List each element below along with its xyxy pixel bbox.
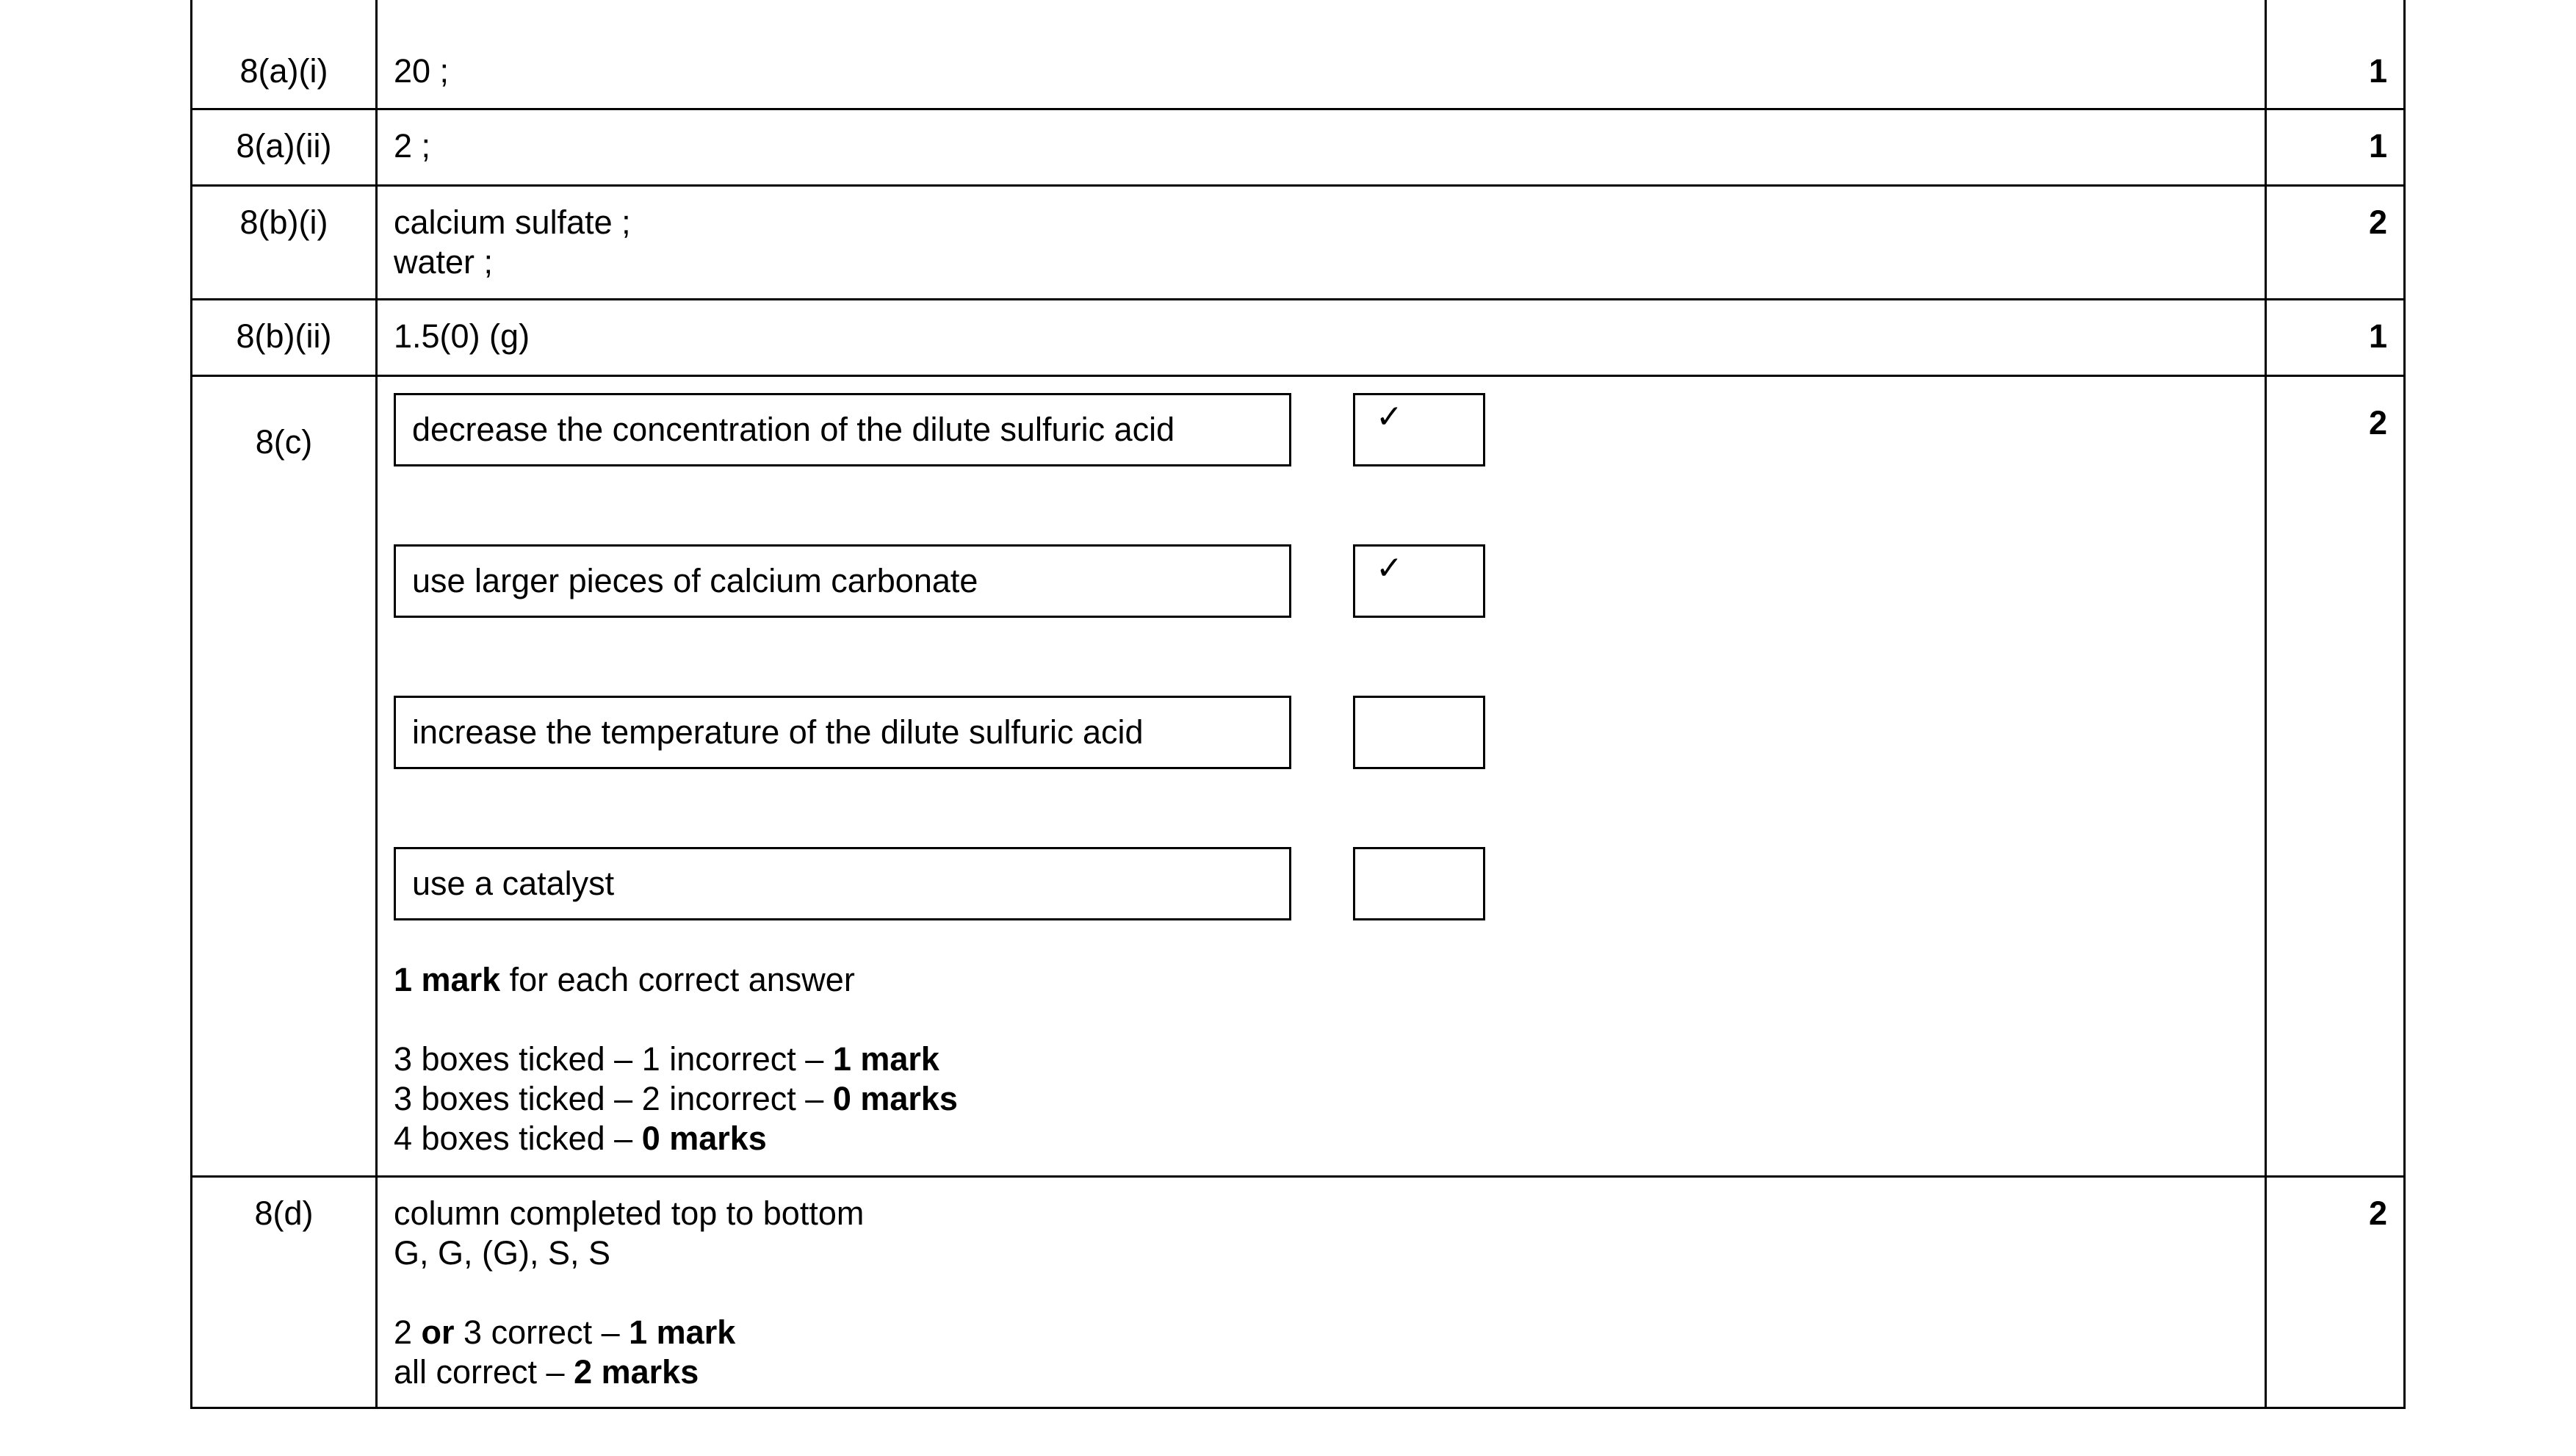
bold-text: 1 mark — [394, 960, 501, 998]
options-list — [394, 392, 2248, 925]
marking-rule — [394, 1352, 2248, 1392]
bold-text: 0 marks — [832, 1079, 958, 1117]
question-number: 8(b)(i) — [192, 185, 377, 299]
answer-cell — [377, 109, 2266, 185]
marks-value: 1 — [2266, 0, 2405, 109]
rule-text: 3 correct – — [454, 1313, 629, 1351]
table-row — [192, 375, 2405, 1176]
option-row — [394, 696, 2248, 774]
marks-value: 2 — [2266, 375, 2405, 1176]
rule-text: all correct – — [394, 1352, 574, 1391]
marks-value: 1 — [2266, 299, 2405, 375]
marking-note — [394, 960, 2248, 1000]
marks-value: 1 — [2266, 109, 2405, 185]
question-number: 8(c) — [192, 375, 377, 1176]
option-row — [394, 847, 2248, 925]
bold-text: 1 mark — [629, 1313, 736, 1351]
rule-text: 4 boxes ticked – — [394, 1119, 642, 1157]
option-label-box: use a catalyst — [394, 847, 1291, 920]
table-row — [192, 185, 2405, 299]
answer-line: column completed top to bottom — [394, 1194, 865, 1232]
answer-line: 2 ; — [394, 126, 431, 165]
rule-text: 3 boxes ticked – 1 incorrect – — [394, 1039, 833, 1078]
answer-cell — [377, 185, 2266, 299]
question-number: 8(a)(ii) — [192, 109, 377, 185]
answer-line: calcium sulfate ; — [394, 203, 631, 241]
marking-rule — [394, 1079, 2248, 1119]
answer-cell — [377, 375, 2266, 1176]
answer-line: 1.5(0) (g) — [394, 317, 530, 355]
note-text: for each correct answer — [500, 960, 855, 998]
answer-line: 20 ; — [394, 52, 450, 90]
tick-box — [1353, 847, 1485, 920]
marking-notes — [394, 960, 2248, 1158]
question-number: 8(d) — [192, 1176, 377, 1408]
tick-box — [1353, 696, 1485, 769]
answer-cell — [377, 299, 2266, 375]
answer-line: water ; — [394, 242, 494, 281]
bold-text: 2 marks — [574, 1352, 699, 1391]
table-row — [192, 0, 2405, 109]
marking-rule — [394, 1313, 2248, 1352]
marking-rule — [394, 1119, 2248, 1158]
table-row — [192, 109, 2405, 185]
answer-cell — [377, 1176, 2266, 1408]
bold-text: 1 mark — [832, 1039, 939, 1078]
mark-scheme-table — [190, 0, 2406, 1409]
rule-text: 2 — [394, 1313, 422, 1351]
table-row — [192, 1176, 2405, 1408]
option-row — [394, 544, 2248, 622]
option-label-box: increase the temperature of the dilute sulfuric acid — [394, 696, 1291, 769]
question-number: 8(b)(ii) — [192, 299, 377, 375]
bold-text: 0 marks — [641, 1119, 767, 1157]
tick-box — [1353, 544, 1485, 618]
option-row — [394, 393, 2248, 471]
answer-cell — [377, 0, 2266, 109]
check-mark-icon: ✓ — [1376, 398, 1403, 435]
option-label-box: use larger pieces of calcium carbonate — [394, 544, 1291, 618]
check-mark-icon: ✓ — [1376, 549, 1403, 586]
bold-text: or — [421, 1313, 455, 1351]
marks-value: 2 — [2266, 185, 2405, 299]
answer-line: G, G, (G), S, S — [394, 1233, 611, 1272]
question-number: 8(a)(i) — [192, 0, 377, 109]
option-label-box: decrease the concentration of the dilute sulfuric acid — [394, 393, 1291, 466]
marking-rule — [394, 1039, 2248, 1079]
rule-text: 3 boxes ticked – 2 incorrect – — [394, 1079, 833, 1117]
marks-value: 2 — [2266, 1176, 2405, 1408]
tick-box — [1353, 393, 1485, 466]
table-row — [192, 299, 2405, 375]
